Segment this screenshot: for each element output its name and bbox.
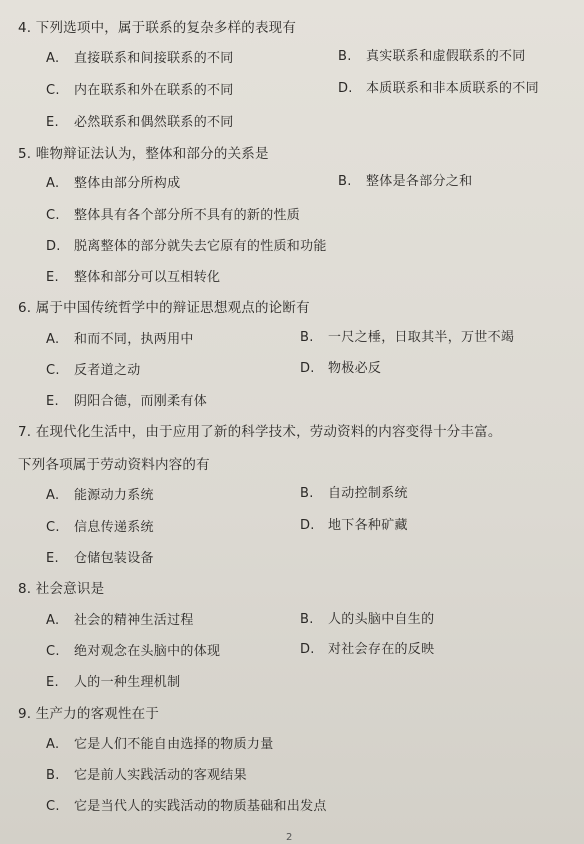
question-6-option-d — [300, 359, 381, 379]
option-text: 反者道之动 — [74, 363, 141, 378]
option-letter: A. — [46, 488, 60, 503]
option-text: 自动控制系统 — [328, 486, 408, 501]
option-text: 内在联系和外在联系的不同 — [74, 83, 234, 98]
question-4-option-e — [46, 113, 234, 133]
question-5-stem: 5. 唯物辩证法认为，整体和部分的关系是 — [18, 146, 269, 162]
question-9-option-a — [46, 735, 274, 755]
option-letter: A. — [46, 332, 60, 347]
option-text: 整体和部分可以互相转化 — [74, 270, 221, 285]
question-7-option-a — [46, 486, 154, 506]
option-text: 阴阳合德，而刚柔有体 — [74, 394, 208, 409]
question-4-option-c — [46, 81, 234, 101]
page-number: 2 — [286, 832, 293, 843]
option-letter: D. — [300, 642, 315, 657]
option-letter: C. — [46, 644, 60, 659]
option-letter: D. — [338, 81, 353, 96]
option-letter: B. — [338, 49, 352, 64]
option-text: 它是当代人的实践活动的物质基础和出发点 — [74, 799, 327, 814]
option-letter: C. — [46, 520, 60, 535]
question-7-stem-continued: 下列各项属于劳动资料内容的有 — [18, 457, 210, 473]
question-8-stem: 8. 社会意识是 — [18, 581, 105, 597]
option-letter: B. — [300, 612, 314, 627]
option-letter: C. — [46, 83, 60, 98]
option-letter: D. — [300, 518, 315, 533]
question-7-option-e — [46, 549, 154, 569]
question-7-option-c — [46, 518, 154, 538]
option-text: 人的一种生理机制 — [74, 675, 181, 690]
question-6-option-a — [46, 330, 194, 350]
option-text: 物极必反 — [328, 361, 382, 376]
option-letter: C. — [46, 208, 60, 223]
option-text: 仓储包装设备 — [74, 551, 154, 566]
option-letter: A. — [46, 51, 60, 66]
option-letter: A. — [46, 737, 60, 752]
question-8-option-a — [46, 611, 194, 631]
option-text: 直接联系和间接联系的不同 — [74, 51, 234, 66]
question-6-option-e — [46, 392, 207, 412]
option-text: 和而不同，执两用中 — [74, 332, 194, 347]
option-text: 必然联系和偶然联系的不同 — [74, 115, 234, 130]
option-text: 它是人们不能自由选择的物质力量 — [74, 737, 274, 752]
option-letter: D. — [300, 361, 315, 376]
option-text: 绝对观念在头脑中的体现 — [74, 644, 221, 659]
option-letter: B. — [338, 174, 352, 189]
option-text: 整体由部分所构成 — [74, 176, 181, 191]
option-letter: E. — [46, 270, 59, 285]
question-9-option-b — [46, 766, 247, 786]
option-letter: B. — [300, 486, 314, 501]
option-text: 它是前人实践活动的客观结果 — [74, 768, 247, 783]
question-8-option-b — [300, 610, 434, 630]
question-4-option-b — [338, 47, 526, 67]
option-letter: C. — [46, 363, 60, 378]
option-letter: E. — [46, 551, 59, 566]
question-9-option-c — [46, 797, 327, 817]
question-5-option-a — [46, 174, 180, 194]
option-letter: E. — [46, 675, 59, 690]
option-text: 对社会存在的反映 — [328, 642, 435, 657]
question-8-option-c — [46, 642, 220, 662]
question-6-stem: 6. 属于中国传统哲学中的辩证思想观点的论断有 — [18, 300, 310, 316]
question-4-stem: 4. 下列选项中，属于联系的复杂多样的表现有 — [18, 20, 297, 36]
option-text: 整体具有各个部分所不具有的新的性质 — [74, 208, 301, 223]
option-text: 人的头脑中自生的 — [328, 612, 435, 627]
question-5-option-e — [46, 268, 220, 288]
option-letter: D. — [46, 239, 61, 254]
option-letter: A. — [46, 176, 60, 191]
option-text: 一尺之棰，日取其半，万世不竭 — [328, 330, 515, 345]
question-4-option-a — [46, 49, 234, 69]
question-4-option-d — [338, 79, 539, 99]
option-letter: E. — [46, 115, 59, 130]
option-text: 信息传递系统 — [74, 520, 154, 535]
option-text: 地下各种矿藏 — [328, 518, 408, 533]
question-5-option-c — [46, 206, 300, 226]
option-text: 脱离整体的部分就失去它原有的性质和功能 — [74, 239, 327, 254]
question-7-option-b — [300, 484, 408, 504]
question-6-option-b — [300, 328, 514, 348]
option-letter: B. — [300, 330, 314, 345]
option-text: 社会的精神生活过程 — [74, 613, 194, 628]
question-9-stem: 9. 生产力的客观性在于 — [18, 706, 160, 722]
question-7-stem: 7. 在现代化生活中，由于应用了新的科学技术，劳动资料的内容变得十分丰富。 — [18, 424, 502, 440]
question-7-option-d — [300, 516, 408, 536]
question-8-option-e — [46, 673, 180, 693]
option-letter: A. — [46, 613, 60, 628]
option-letter: C. — [46, 799, 60, 814]
option-letter: B. — [46, 768, 60, 783]
option-letter: E. — [46, 394, 59, 409]
question-5-option-b — [338, 172, 472, 192]
question-8-option-d — [300, 640, 434, 660]
question-5-option-d — [46, 237, 327, 257]
option-text: 能源动力系统 — [74, 488, 154, 503]
option-text: 真实联系和虚假联系的不同 — [366, 49, 526, 64]
question-6-option-c — [46, 361, 141, 381]
option-text: 整体是各部分之和 — [366, 174, 473, 189]
option-text: 本质联系和非本质联系的不同 — [366, 81, 539, 96]
